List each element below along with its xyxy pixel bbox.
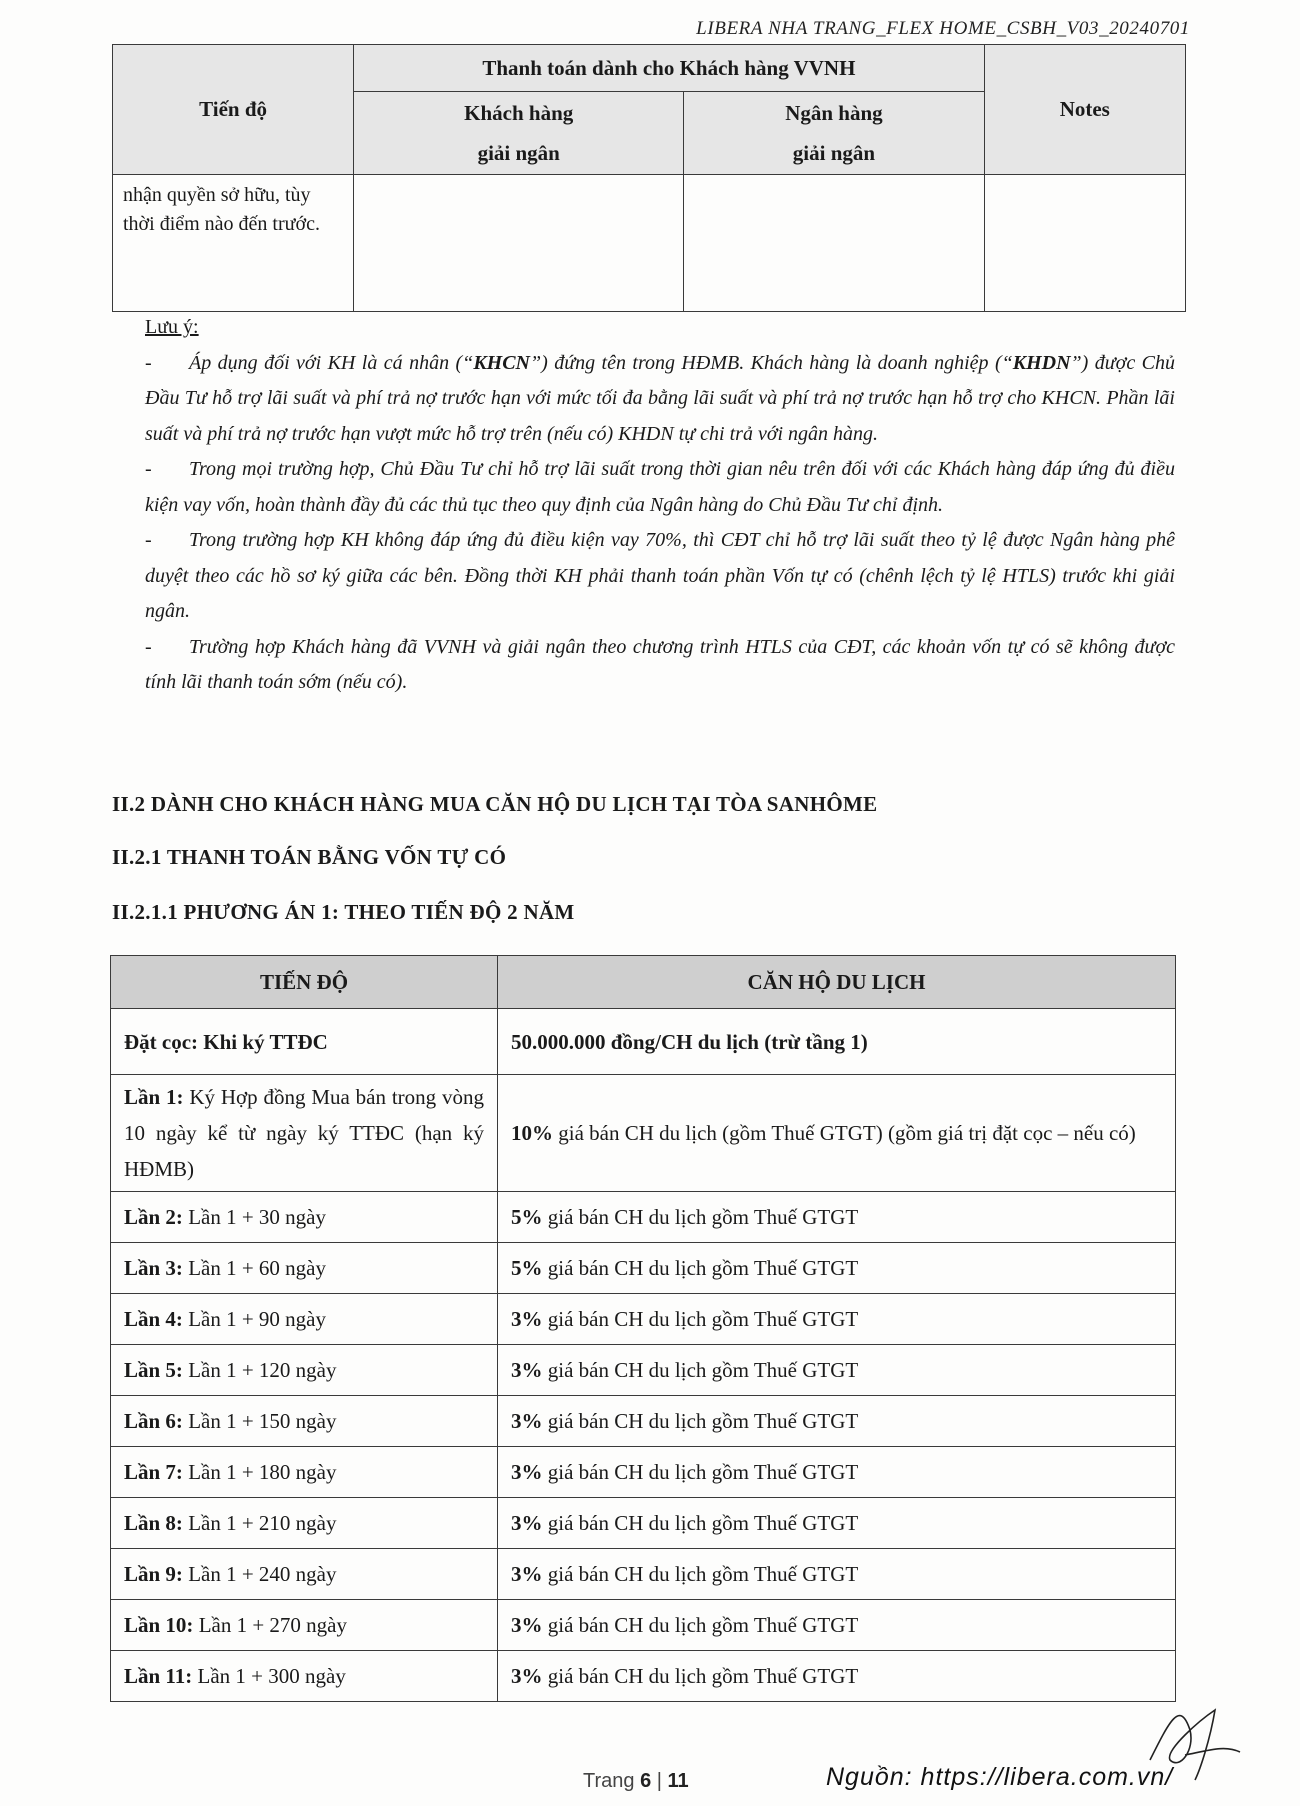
table-row: [111, 1498, 1176, 1549]
section-heading: II.2 DÀNH CHO KHÁCH HÀNG MUA CĂN HỘ DU LỊCH TẠI TÒA SANHÔME: [112, 792, 878, 816]
table-cell: 10% giá bán CH du lịch (gồm Thuế GTGT) (gồm giá trị đặt cọc – nếu có): [498, 1075, 1176, 1192]
col-notes: Notes: [984, 45, 1185, 175]
document-header: LIBERA NHA TRANG_FLEX HOME_CSBH_V03_20240701: [696, 18, 1190, 39]
note-paragraph: - Trường hợp Khách hàng đã VVNH và giải ngân theo chương trình HTLS của CĐT, các khoản vốn tự có sẽ không được tính lãi thanh toán sớm (nếu có).: [145, 635, 1175, 693]
table-cell: Lần 8: Lần 1 + 210 ngày: [111, 1498, 498, 1549]
table-cell: 3% giá bán CH du lịch gồm Thuế GTGT: [498, 1498, 1176, 1549]
col-progress: TIẾN ĐỘ: [111, 956, 498, 1009]
col-group-vvnh: Thanh toán dành cho Khách hàng VVNH: [354, 45, 984, 92]
table-cell: 3% giá bán CH du lịch gồm Thuế GTGT: [498, 1447, 1176, 1498]
note-paragraph: - Trong trường hợp KH không đáp ứng đủ điều kiện vay 70%, thì CĐT chỉ hỗ trợ lãi suất theo tỷ lệ được Ngân hàng phê duyệt theo các hồ sơ ký giữa các bên. Đồng thời KH phải thanh toán phần Vốn tự có (chênh lệch tỷ lệ HTLS) trước khi giải ngân.: [145, 529, 1175, 622]
table-row: [111, 1447, 1176, 1498]
table-cell: Lần 7: Lần 1 + 180 ngày: [111, 1447, 498, 1498]
table-cell: 50.000.000 đồng/CH du lịch (trừ tầng 1): [498, 1009, 1176, 1075]
source-note: Nguồn: https://libera.com.vn/: [826, 1763, 1174, 1791]
table-cell: Lần 5: Lần 1 + 120 ngày: [111, 1345, 498, 1396]
table-cell: Lần 9: Lần 1 + 240 ngày: [111, 1549, 498, 1600]
table-cell: Lần 11: Lần 1 + 300 ngày: [111, 1651, 498, 1702]
table-cell: Lần 10: Lần 1 + 270 ngày: [111, 1600, 498, 1651]
section-heading: II.2.1.1 PHƯƠNG ÁN 1: THEO TIẾN ĐỘ 2 NĂM: [112, 900, 575, 924]
notes-title: Lưu ý:: [145, 316, 199, 338]
table-cell: 3% giá bán CH du lịch gồm Thuế GTGT: [498, 1345, 1176, 1396]
table-row: [111, 1243, 1176, 1294]
table-cell: 5% giá bán CH du lịch gồm Thuế GTGT: [498, 1243, 1176, 1294]
signature-icon: [1140, 1690, 1250, 1790]
vvnh-payment-table: [112, 44, 1186, 312]
table-row: [111, 1075, 1176, 1192]
table-cell: 3% giá bán CH du lịch gồm Thuế GTGT: [498, 1651, 1176, 1702]
table-cell: 5% giá bán CH du lịch gồm Thuế GTGT: [498, 1192, 1176, 1243]
col-tourist-apartment: CĂN HỘ DU LỊCH: [498, 956, 1176, 1009]
table-cell: Lần 2: Lần 1 + 30 ngày: [111, 1192, 498, 1243]
table-row: [111, 1600, 1176, 1651]
table-cell: nhận quyền sở hữu, tùy thời điểm nào đến trước.: [113, 175, 354, 312]
notes-section: [145, 310, 1175, 701]
table-cell: Lần 4: Lần 1 + 90 ngày: [111, 1294, 498, 1345]
table-row: [111, 1009, 1176, 1075]
col-progress: Tiến độ: [113, 45, 354, 175]
table-row: [111, 1294, 1176, 1345]
table-row: [111, 1396, 1176, 1447]
page-number: Trang 6 | 11: [583, 1770, 689, 1792]
col-customer-disbursement: Khách hàng giải ngân: [354, 92, 684, 175]
table-row: [111, 1192, 1176, 1243]
table-cell: 3% giá bán CH du lịch gồm Thuế GTGT: [498, 1294, 1176, 1345]
table-cell: 3% giá bán CH du lịch gồm Thuế GTGT: [498, 1549, 1176, 1600]
section-heading: II.2.1 THANH TOÁN BẰNG VỐN TỰ CÓ: [112, 845, 507, 869]
table-cell: Lần 6: Lần 1 + 150 ngày: [111, 1396, 498, 1447]
table-cell: Lần 1: Ký Hợp đồng Mua bán trong vòng 10 ngày kể từ ngày ký TTĐC (hạn ký HĐMB): [111, 1075, 498, 1192]
table-cell: 3% giá bán CH du lịch gồm Thuế GTGT: [498, 1600, 1176, 1651]
table-cell: 3% giá bán CH du lịch gồm Thuế GTGT: [498, 1396, 1176, 1447]
table-row: [111, 1549, 1176, 1600]
note-paragraph: - Áp dụng đối với KH là cá nhân (“KHCN”) đứng tên trong HĐMB. Khách hàng là doanh nghiệp (“KHDN”) được Chủ Đầu Tư hỗ trợ lãi suất và phí trả nợ trước hạn với mức tối đa bằng lãi suất và phí trả nợ trước hạn hỗ trợ cho KHCN. Phần lãi suất và phí trả nợ trước hạn vượt mức hỗ trợ trên (nếu có) KHDN tự chi trả với ngân hàng.: [145, 351, 1175, 445]
table-cell: Lần 3: Lần 1 + 60 ngày: [111, 1243, 498, 1294]
col-bank-disbursement: Ngân hàng giải ngân: [684, 92, 984, 175]
table-cell: [684, 175, 984, 312]
note-paragraph: - Trong mọi trường hợp, Chủ Đầu Tư chỉ hỗ trợ lãi suất trong thời gian nêu trên đối với các Khách hàng đáp ứng đủ điều kiện vay vốn, hoàn thành đầy đủ các thủ tục theo quy định của Ngân hàng do Chủ Đầu Tư chỉ định.: [145, 458, 1175, 516]
payment-schedule-table: [110, 955, 1176, 1702]
table-row: [111, 1651, 1176, 1702]
table-cell: Đặt cọc: Khi ký TTĐC: [111, 1009, 498, 1075]
table-row: [111, 1345, 1176, 1396]
table-cell: [354, 175, 684, 312]
table-cell: [984, 175, 1185, 312]
